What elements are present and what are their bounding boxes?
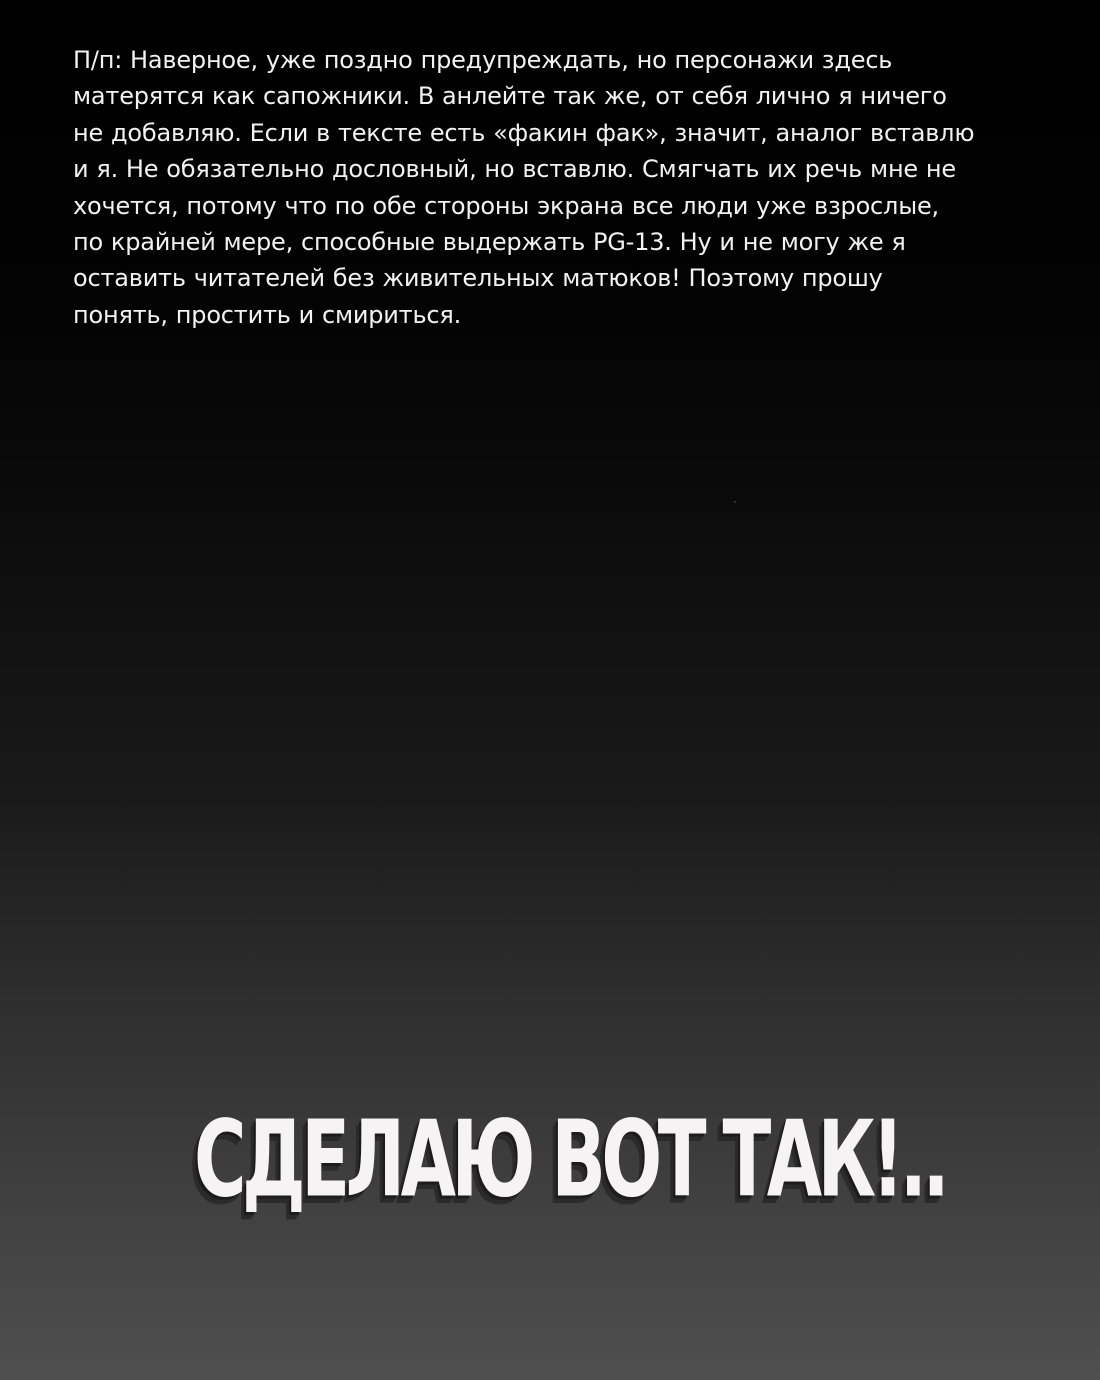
translator-note: П/п: Наверное, уже поздно предупреждать, но персонажи здесь матерятся как сапожники. В анлейте так же, от себя лично я ничего не добавляю. Если в тексте есть «факин фак», значит, аналог вставлю и я. Не обязательно дословный, но вставлю. Смягчать их речь мне не хочется, потому что по обе стороны экрана все люди уже взрослые, по крайней мере, способные выдержать PG-13. Ну и не могу же я оставить читателей без живительных матюков! Поэтому прошу понять, простить и смириться.: [73, 46, 975, 329]
shout-caption: [194, 1093, 946, 1233]
shout-text: СДЕЛАЮ ВОТ ТАК!..: [194, 1097, 946, 1221]
background-speck: [734, 501, 736, 503]
